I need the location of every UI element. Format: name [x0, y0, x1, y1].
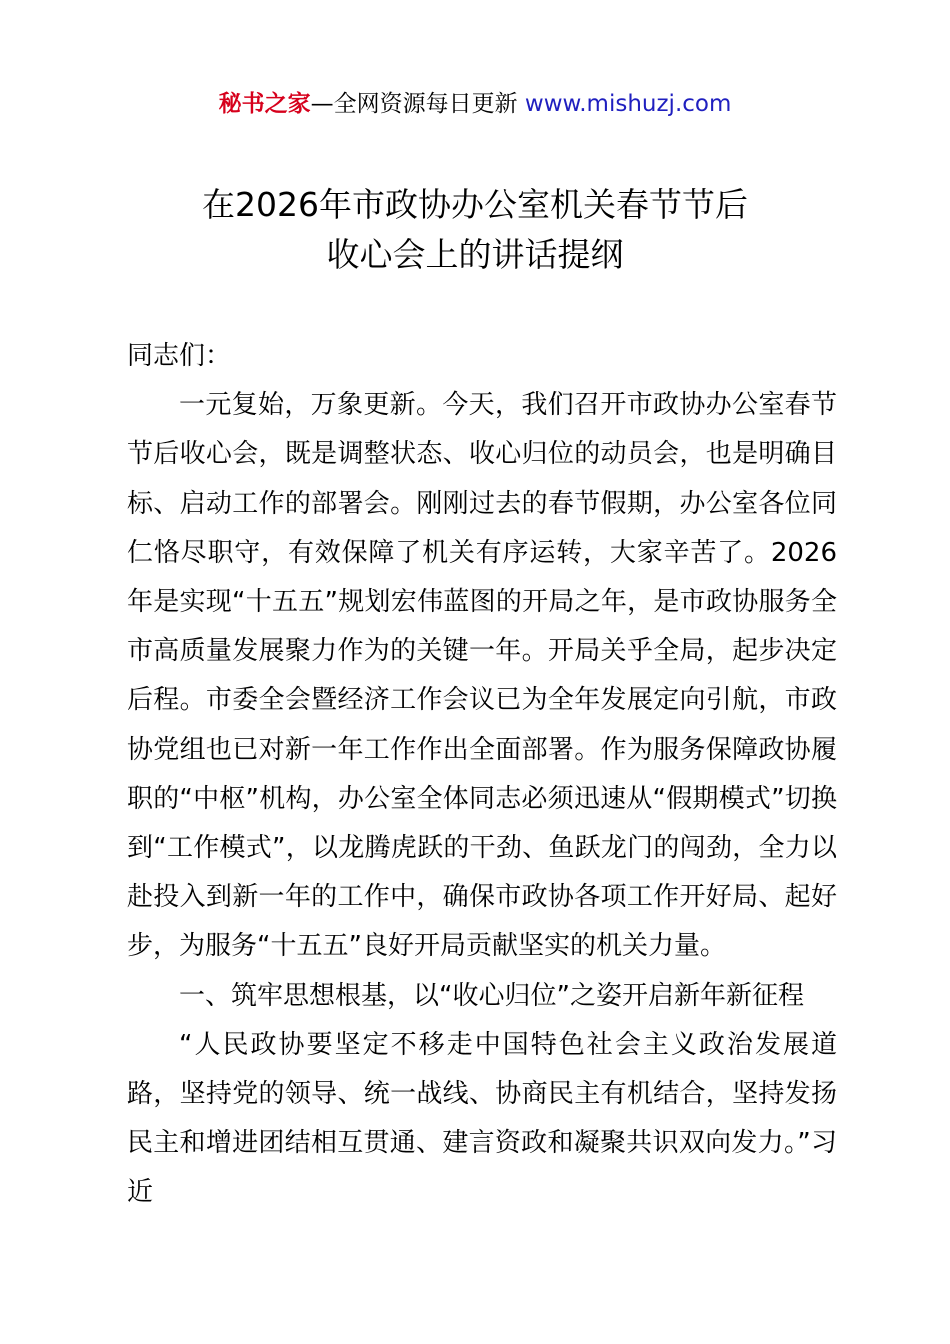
site-header [0, 88, 950, 120]
salutation: 同志们： [127, 341, 232, 371]
section-heading: 一、筑牢思想根基，以“收心归位”之姿开启新年新征程 [179, 980, 804, 1011]
paragraph-intro: 一元复始，万象更新。今天，我们召开市政协办公室春节节后收心会，既是调整状态、收心归位的动员会，也是明确目标、启动工作的部署会。刚刚过去的春节假期，办公室各位同仁恪尽职守，有效保障了机关有序运转，大家辛苦了。2026年是实现“十五五”规划宏伟蓝图的开局之年，是市政协服务全市高质量发展聚力作为的关键一年。开局关乎全局，起步决定后程。市委全会暨经济工作会议已为全年发展定向引航，市政协党组也已对新一年工作作出全面部署。作为服务保障政协履职的“中枢”机构，办公室全体同志必须迅速从“假期模式”切换到“工作模式”，以龙腾虎跃的干劲、鱼跃龙门的闯劲，全力以赴投入到新一年的工作中，确保市政协各项工作开好局、起好步，为服务“十五五”良好开局贡献坚实的机关力量。 [127, 390, 837, 962]
title-line-2: 收心会上的讲话提纲 [326, 235, 624, 274]
title-line-1: 在2026年市政协办公室机关春节节后 [202, 185, 748, 224]
paragraph-quote: “人民政协要坚定不移走中国特色社会主义政治发展道路，坚持党的领导、统一战线、协商民主有机结合，坚持发扬民主和增进团结相互贯通、建言资政和凝聚共识双向发力。”习近 [127, 1029, 837, 1208]
site-brand: 秘书之家 [218, 91, 311, 117]
document-body [127, 332, 837, 1218]
document-title [0, 180, 950, 280]
site-url-link[interactable]: www.mishuzj.com [524, 91, 732, 117]
site-slogan: —全网资源每日更新 [310, 91, 518, 117]
